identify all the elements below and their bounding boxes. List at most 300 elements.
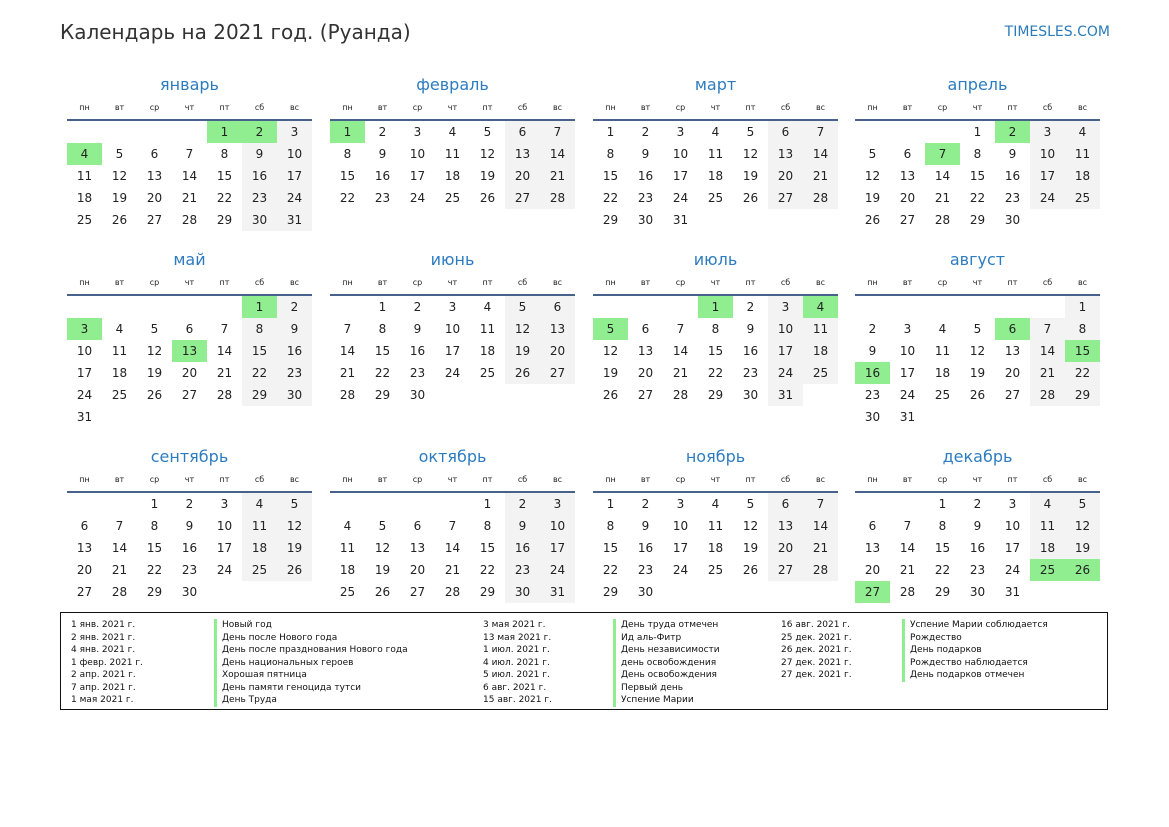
day-cell: 1	[150, 497, 159, 511]
day-cell: 13	[409, 541, 426, 555]
day-cell: 11	[707, 519, 724, 533]
day-cell: 26	[602, 388, 619, 402]
day-cell: 12	[742, 519, 759, 533]
day-cell: 14	[1030, 340, 1065, 362]
day-cell: 29	[602, 213, 619, 227]
day-cell: 24	[216, 563, 233, 577]
day-cell: 29	[969, 213, 986, 227]
calendar-grid	[67, 75, 1107, 615]
weekday-label: сб	[1042, 103, 1053, 112]
day-cell: 7	[448, 519, 457, 533]
day-cell: 1	[606, 125, 615, 139]
day-cell: 16	[181, 541, 198, 555]
day-cell: 10	[216, 519, 233, 533]
day-cell: 28	[1030, 384, 1065, 406]
days-grid	[855, 493, 1100, 603]
day-cell: 18	[707, 541, 724, 555]
weekday-label: чт	[972, 103, 983, 112]
day-cell: 30	[637, 585, 654, 599]
day-cell: 20	[76, 563, 93, 577]
day-cell: 5	[483, 125, 492, 139]
day-cell: 3	[1030, 121, 1065, 143]
weekday-label: сб	[254, 103, 265, 112]
day-cell: 25	[111, 388, 128, 402]
holiday-date: 7 апр. 2021 г.	[71, 682, 136, 693]
day-cell: 1	[938, 497, 947, 511]
day-cell: 29	[1065, 384, 1100, 406]
day-cell: 4	[483, 300, 492, 314]
day-cell: 28	[803, 559, 838, 581]
day-cell: 23	[969, 563, 986, 577]
day-cell: 25	[76, 213, 93, 227]
day-cell: 21	[339, 366, 356, 380]
day-cell: 21	[899, 563, 916, 577]
weekday-label: ср	[937, 475, 948, 484]
weekday-label: сб	[1042, 278, 1053, 287]
day-cell: 25	[934, 388, 951, 402]
day-cell: 2	[185, 497, 194, 511]
day-cell: 23	[409, 366, 426, 380]
day-cell: 15	[707, 344, 724, 358]
holiday-date: 16 авг. 2021 г.	[781, 620, 850, 630]
day-cell: 26	[374, 585, 391, 599]
holiday-date: 5 июл. 2021 г.	[483, 670, 550, 680]
weekday-header	[330, 469, 575, 493]
holiday-name: День памяти геноцида тутси	[214, 682, 408, 695]
day-cell: 20	[899, 191, 916, 205]
days-grid	[330, 121, 575, 209]
days-grid	[855, 121, 1100, 231]
day-cell: 16	[277, 340, 312, 362]
day-cell: 16	[855, 362, 890, 384]
day-cell: 19	[374, 563, 391, 577]
weekday-header	[67, 97, 312, 121]
day-cell: 17	[216, 541, 233, 555]
weekday-label: чт	[184, 103, 195, 112]
legend-names-column	[613, 619, 720, 707]
day-cell: 6	[768, 121, 803, 143]
day-cell: 15	[602, 541, 619, 555]
day-cell: 4	[343, 519, 352, 533]
weekday-label: вс	[815, 475, 826, 484]
day-cell: 28	[672, 388, 689, 402]
month-name: июнь	[430, 250, 475, 269]
day-cell: 11	[707, 147, 724, 161]
month-7	[593, 250, 838, 406]
month-name: март	[694, 75, 737, 94]
day-cell: 20	[637, 366, 654, 380]
weekday-label: чт	[447, 475, 458, 484]
day-cell: 2	[378, 125, 387, 139]
month-name: февраль	[416, 75, 489, 94]
day-cell: 18	[803, 340, 838, 362]
day-cell: 3	[67, 318, 102, 340]
legend-dates-column	[483, 619, 552, 707]
weekday-label: вс	[1077, 103, 1088, 112]
day-cell: 30	[1004, 213, 1021, 227]
weekday-label: пт	[219, 278, 230, 287]
day-cell: 22	[374, 366, 391, 380]
day-cell: 5	[593, 318, 628, 340]
day-cell: 4	[67, 143, 102, 165]
day-cell: 27	[76, 585, 93, 599]
month-name: сентябрь	[150, 447, 229, 466]
weekday-label: пн	[867, 103, 878, 112]
day-cell: 1	[973, 125, 982, 139]
holiday-name: Рождество наблюдается	[902, 657, 1048, 670]
weekday-header	[855, 97, 1100, 121]
weekday-label: чт	[447, 103, 458, 112]
month-name: август	[949, 250, 1006, 269]
site-link[interactable]: TIMESLES.COM	[1004, 24, 1110, 40]
day-cell: 2	[277, 296, 312, 318]
weekday-label: пт	[745, 475, 756, 484]
holiday-name: День подарков	[902, 644, 1048, 657]
day-cell: 1	[207, 121, 242, 143]
legend-names-column	[902, 619, 1048, 682]
day-cell: 17	[672, 169, 689, 183]
day-cell: 5	[505, 296, 540, 318]
holiday-name: Хорошая пятница	[214, 669, 408, 682]
day-cell: 1	[378, 300, 387, 314]
day-cell: 30	[181, 585, 198, 599]
day-cell: 30	[969, 585, 986, 599]
day-cell: 6	[903, 147, 912, 161]
weekday-label: ср	[675, 475, 686, 484]
day-cell: 25	[707, 191, 724, 205]
day-cell: 16	[969, 541, 986, 555]
day-cell: 28	[181, 213, 198, 227]
day-cell: 23	[242, 187, 277, 209]
legend-names-column	[214, 619, 408, 707]
day-cell: 13	[505, 143, 540, 165]
day-cell: 10	[768, 318, 803, 340]
holiday-name: Рождество	[902, 632, 1048, 645]
day-cell: 7	[925, 143, 960, 165]
month-name: декабрь	[942, 447, 1013, 466]
day-cell: 24	[672, 563, 689, 577]
day-cell: 8	[606, 147, 615, 161]
day-cell: 15	[479, 541, 496, 555]
day-cell: 29	[707, 388, 724, 402]
day-cell: 26	[1065, 559, 1100, 581]
holiday-name: день освобождения	[613, 657, 720, 670]
day-cell: 6	[80, 519, 89, 533]
day-cell: 16	[409, 344, 426, 358]
day-cell: 9	[868, 344, 877, 358]
day-cell: 12	[1065, 515, 1100, 537]
day-cell: 27	[505, 187, 540, 209]
weekday-label: пн	[867, 278, 878, 287]
day-cell: 8	[378, 322, 387, 336]
day-cell: 20	[146, 191, 163, 205]
month-name: ноябрь	[685, 447, 746, 466]
day-cell: 10	[899, 344, 916, 358]
day-cell: 11	[803, 318, 838, 340]
weekday-label: вт	[902, 475, 913, 484]
day-cell: 20	[505, 165, 540, 187]
day-cell: 8	[938, 519, 947, 533]
holiday-name: Первый день	[613, 682, 720, 695]
day-cell: 9	[973, 519, 982, 533]
day-cell: 28	[540, 187, 575, 209]
day-cell: 23	[277, 362, 312, 384]
day-cell: 26	[479, 191, 496, 205]
page-title: Календарь на 2021 год. (Руанда)	[60, 20, 411, 44]
legend-dates-column	[781, 619, 852, 682]
day-cell: 23	[505, 559, 540, 581]
day-cell: 2	[641, 125, 650, 139]
weekday-label: чт	[184, 475, 195, 484]
day-cell: 20	[540, 340, 575, 362]
day-cell: 15	[242, 340, 277, 362]
weekday-header	[855, 272, 1100, 296]
day-cell: 21	[216, 366, 233, 380]
day-cell: 14	[803, 515, 838, 537]
day-cell: 24	[76, 388, 93, 402]
day-cell: 5	[277, 493, 312, 515]
holiday-name: День Труда	[214, 694, 408, 707]
weekday-label: ср	[412, 475, 423, 484]
weekday-label: пн	[342, 278, 353, 287]
day-cell: 4	[1030, 493, 1065, 515]
day-cell: 7	[903, 519, 912, 533]
day-cell: 14	[111, 541, 128, 555]
day-cell: 16	[637, 541, 654, 555]
weekday-label: сб	[254, 475, 265, 484]
day-cell: 25	[339, 585, 356, 599]
day-cell: 27	[855, 581, 890, 603]
day-cell: 7	[185, 147, 194, 161]
weekday-header	[593, 469, 838, 493]
day-cell: 14	[339, 344, 356, 358]
day-cell: 6	[150, 147, 159, 161]
day-cell: 10	[1030, 143, 1065, 165]
day-cell: 13	[637, 344, 654, 358]
day-cell: 18	[76, 191, 93, 205]
month-9	[67, 447, 312, 603]
day-cell: 19	[505, 340, 540, 362]
day-cell: 28	[803, 187, 838, 209]
day-cell: 30	[277, 384, 312, 406]
day-cell: 17	[768, 340, 803, 362]
days-grid	[593, 493, 838, 603]
day-cell: 26	[277, 559, 312, 581]
holiday-name: День труда отмечен	[613, 619, 720, 632]
day-cell: 22	[242, 362, 277, 384]
day-cell: 17	[1030, 165, 1065, 187]
weekday-label: вт	[377, 475, 388, 484]
day-cell: 24	[1030, 187, 1065, 209]
day-cell: 1	[606, 497, 615, 511]
weekday-label: пт	[1007, 103, 1018, 112]
day-cell: 22	[934, 563, 951, 577]
weekday-header	[330, 272, 575, 296]
day-cell: 31	[277, 209, 312, 231]
day-cell: 21	[540, 165, 575, 187]
day-cell: 18	[242, 537, 277, 559]
day-cell: 13	[768, 515, 803, 537]
day-cell: 6	[995, 318, 1030, 340]
weekday-label: пн	[867, 475, 878, 484]
day-cell: 5	[1065, 493, 1100, 515]
day-cell: 27	[768, 187, 803, 209]
weekday-label: вт	[114, 475, 125, 484]
day-cell: 7	[115, 519, 124, 533]
day-cell: 14	[540, 143, 575, 165]
weekday-label: ср	[675, 103, 686, 112]
days-grid	[593, 121, 838, 231]
day-cell: 11	[339, 541, 356, 555]
holiday-date: 3 мая 2021 г.	[483, 620, 546, 630]
weekday-label: чт	[972, 475, 983, 484]
day-cell: 9	[378, 147, 387, 161]
day-cell: 20	[181, 366, 198, 380]
weekday-label: ср	[937, 103, 948, 112]
day-cell: 4	[448, 125, 457, 139]
day-cell: 10	[277, 143, 312, 165]
day-cell: 5	[378, 519, 387, 533]
day-cell: 20	[1004, 366, 1021, 380]
day-cell: 29	[374, 388, 391, 402]
day-cell: 23	[637, 191, 654, 205]
day-cell: 6	[540, 296, 575, 318]
weekday-label: чт	[184, 278, 195, 287]
day-cell: 13	[768, 143, 803, 165]
day-cell: 4	[115, 322, 124, 336]
weekday-header	[593, 97, 838, 121]
day-cell: 2	[746, 300, 755, 314]
day-cell: 17	[76, 366, 93, 380]
day-cell: 8	[242, 318, 277, 340]
day-cell: 14	[803, 143, 838, 165]
day-cell: 4	[242, 493, 277, 515]
holiday-date: 1 янв. 2021 г.	[71, 620, 136, 630]
month-name: апрель	[947, 75, 1008, 94]
month-name: май	[173, 250, 206, 269]
weekday-label: сб	[517, 475, 528, 484]
weekday-label: пт	[219, 103, 230, 112]
weekday-label: вс	[552, 103, 563, 112]
weekday-label: пн	[79, 103, 90, 112]
holiday-name: День независимости	[613, 644, 720, 657]
day-cell: 19	[146, 366, 163, 380]
day-cell: 15	[1065, 340, 1100, 362]
month-5	[67, 250, 312, 428]
day-cell: 4	[711, 497, 720, 511]
holiday-date: 4 июл. 2021 г.	[483, 657, 550, 668]
month-12	[855, 447, 1100, 603]
day-cell: 30	[505, 581, 540, 603]
day-cell: 8	[1065, 318, 1100, 340]
day-cell: 17	[409, 169, 426, 183]
holiday-legend	[60, 612, 1108, 710]
weekday-label: вт	[902, 103, 913, 112]
day-cell: 10	[540, 515, 575, 537]
weekday-label: сб	[780, 103, 791, 112]
day-cell: 12	[479, 147, 496, 161]
day-cell: 27	[540, 362, 575, 384]
weekday-header	[330, 97, 575, 121]
weekday-label: пн	[342, 103, 353, 112]
day-cell: 25	[707, 563, 724, 577]
day-cell: 3	[676, 125, 685, 139]
weekday-label: вс	[1077, 278, 1088, 287]
day-cell: 28	[934, 213, 951, 227]
day-cell: 28	[111, 585, 128, 599]
holiday-name: Успение Марии соблюдается	[902, 619, 1048, 632]
day-cell: 23	[864, 388, 881, 402]
day-cell: 26	[864, 213, 881, 227]
weekday-label: вт	[114, 103, 125, 112]
day-cell: 17	[1004, 541, 1021, 555]
day-cell: 26	[146, 388, 163, 402]
day-cell: 24	[540, 559, 575, 581]
day-cell: 4	[938, 322, 947, 336]
day-cell: 10	[1004, 519, 1021, 533]
day-cell: 31	[899, 410, 916, 424]
weekday-label: вт	[902, 278, 913, 287]
day-cell: 3	[903, 322, 912, 336]
holiday-date: 13 мая 2021 г.	[483, 632, 552, 643]
weekday-label: пт	[482, 103, 493, 112]
day-cell: 27	[409, 585, 426, 599]
day-cell: 1	[1065, 296, 1100, 318]
holiday-name: Новый год	[214, 619, 408, 632]
weekday-header	[855, 469, 1100, 493]
day-cell: 17	[540, 537, 575, 559]
day-cell: 13	[172, 340, 207, 362]
day-cell: 29	[146, 585, 163, 599]
weekday-label: пн	[79, 278, 90, 287]
day-cell: 3	[277, 121, 312, 143]
day-cell: 2	[995, 121, 1030, 143]
day-cell: 18	[1030, 537, 1065, 559]
day-cell: 9	[242, 143, 277, 165]
day-cell: 22	[339, 191, 356, 205]
day-cell: 27	[181, 388, 198, 402]
weekday-label: пн	[79, 475, 90, 484]
day-cell: 26	[969, 388, 986, 402]
day-cell: 18	[339, 563, 356, 577]
weekday-header	[593, 272, 838, 296]
weekday-label: пт	[1007, 475, 1018, 484]
day-cell: 12	[602, 344, 619, 358]
weekday-label: ср	[149, 103, 160, 112]
day-cell: 2	[868, 322, 877, 336]
day-cell: 3	[448, 300, 457, 314]
day-cell: 22	[602, 563, 619, 577]
day-cell: 29	[602, 585, 619, 599]
day-cell: 19	[1065, 537, 1100, 559]
holiday-date: 4 янв. 2021 г.	[71, 645, 136, 655]
day-cell: 13	[864, 541, 881, 555]
day-cell: 6	[413, 519, 422, 533]
day-cell: 8	[711, 322, 720, 336]
weekday-label: сб	[517, 103, 528, 112]
day-cell: 17	[277, 165, 312, 187]
day-cell: 7	[540, 121, 575, 143]
day-cell: 28	[899, 585, 916, 599]
day-cell: 9	[413, 322, 422, 336]
weekday-label: вт	[640, 475, 651, 484]
day-cell: 26	[742, 563, 759, 577]
day-cell: 1	[483, 497, 492, 511]
weekday-label: сб	[780, 475, 791, 484]
weekday-label: пт	[219, 475, 230, 484]
day-cell: 21	[111, 563, 128, 577]
day-cell: 15	[216, 169, 233, 183]
